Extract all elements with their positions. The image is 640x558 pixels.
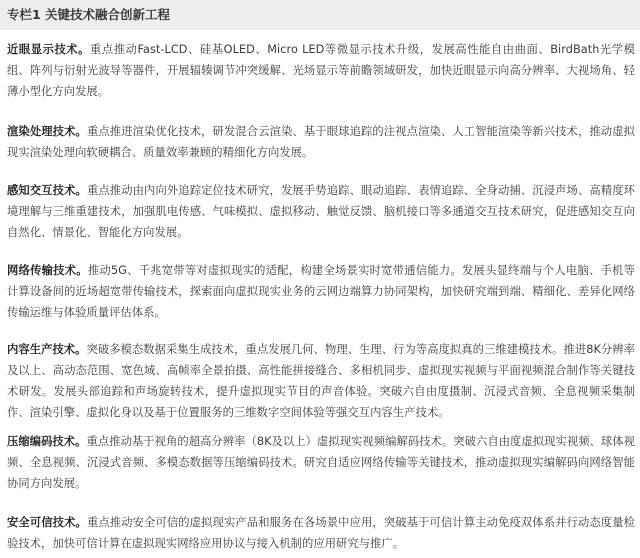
- section-body: 重点推动Fast-LCD、硅基OLED、Micro LED等微显示技术升级，发展高性能自由曲面、BirdBath光学模组、阵列与衍射光波导等器件，开展辐辏调节冲突缓解、光场显示等前瞻领域研发，加快近眼显示向高分辨率、大视场角、轻薄小型化方向发展。: [7, 43, 635, 98]
- section-term: 内容生产技术。: [7, 343, 87, 356]
- section-body: 重点推动基于视角的超高分辨率（8K及以上）虚拟现实视频编解码技术。突破六自由度虚拟现实视频、球体视频、全息视频、沉浸式音频、多模态数据等压缩编码技术。研究自适应网络传输等关键技术，推动虚拟现实编解码向网络智能协同方向发展。: [7, 435, 635, 490]
- section-term: 感知交互技术。: [7, 184, 87, 197]
- column-header-bar: [0, 0, 640, 30]
- section-rendering: [7, 121, 635, 163]
- section-security-trust: [7, 512, 635, 554]
- section-compression-coding: [7, 431, 635, 494]
- section-network-transmission: [7, 260, 635, 323]
- section-term: 近眼显示技术。: [7, 43, 91, 56]
- section-near-eye-display: [7, 39, 635, 102]
- section-content-production: [7, 339, 635, 423]
- section-term: 渲染处理技术。: [7, 125, 87, 138]
- section-body: 突破多模态数据采集生成技术，重点发展几何、物理、生理、行为等高度拟真的三维建模技术。推进8K分辨率及以上、高动态范围、宽色域、高帧率全景拍摄、高性能拼接缝合、多相机同步、虚拟现实视频与平面视频混合制作等关键技术研发。发展头部追踪和声场旋转技术，提升虚拟现实节目的声音体验。突破六自由度摄制、沉浸式音频、全息视频采集制作、渲染引擎、虚拟化身以及基于位置服务的三维数字空间体验等强交互内容生产技术。: [7, 343, 635, 419]
- section-body: 重点推动安全可信的虚拟现实产品和服务在各场景中应用，突破基于可信计算主动免疫双体系并行动态度量检验技术，加快可信计算在虚拟现实网络应用协议与接入机制的应用研究与推广。: [7, 516, 635, 550]
- section-perception-interaction: [7, 180, 635, 243]
- section-term: 安全可信技术。: [7, 516, 87, 529]
- section-term: 网络传输技术。: [7, 264, 88, 277]
- section-body: 重点推进渲染优化技术，研发混合云渲染、基于眼球追踪的注视点渲染、人工智能渲染等新兴技术，推动虚拟现实渲染处理向软硬耦合、质量效率兼顾的精细化方向发展。: [7, 125, 635, 159]
- section-term: 压缩编码技术。: [7, 435, 87, 448]
- column-title: 专栏1 关键技术融合创新工程: [7, 7, 171, 22]
- section-body: 推动5G、千兆宽带等对虚拟现实的适配，构建全场景实时宽带通信能力。发展头显终端与个人电脑、手机等计算设备间的近场超宽带传输技术，探索面向虚拟现实业务的云网边端算力协同架构，加快研究端到端、精细化、差异化网络传输运维与体验质量评估体系。: [7, 264, 635, 319]
- section-body: 重点推动由内向外追踪定位技术研究，发展手势追踪、眼动追踪、表情追踪、全身动捕、沉浸声场、高精度环境理解与三维重建技术，加强肌电传感、气味模拟、虚拟移动、触觉反馈、脑机接口等多通道交互技术研究，促进感知交互向自然化、情景化、智能化方向发展。: [7, 184, 635, 239]
